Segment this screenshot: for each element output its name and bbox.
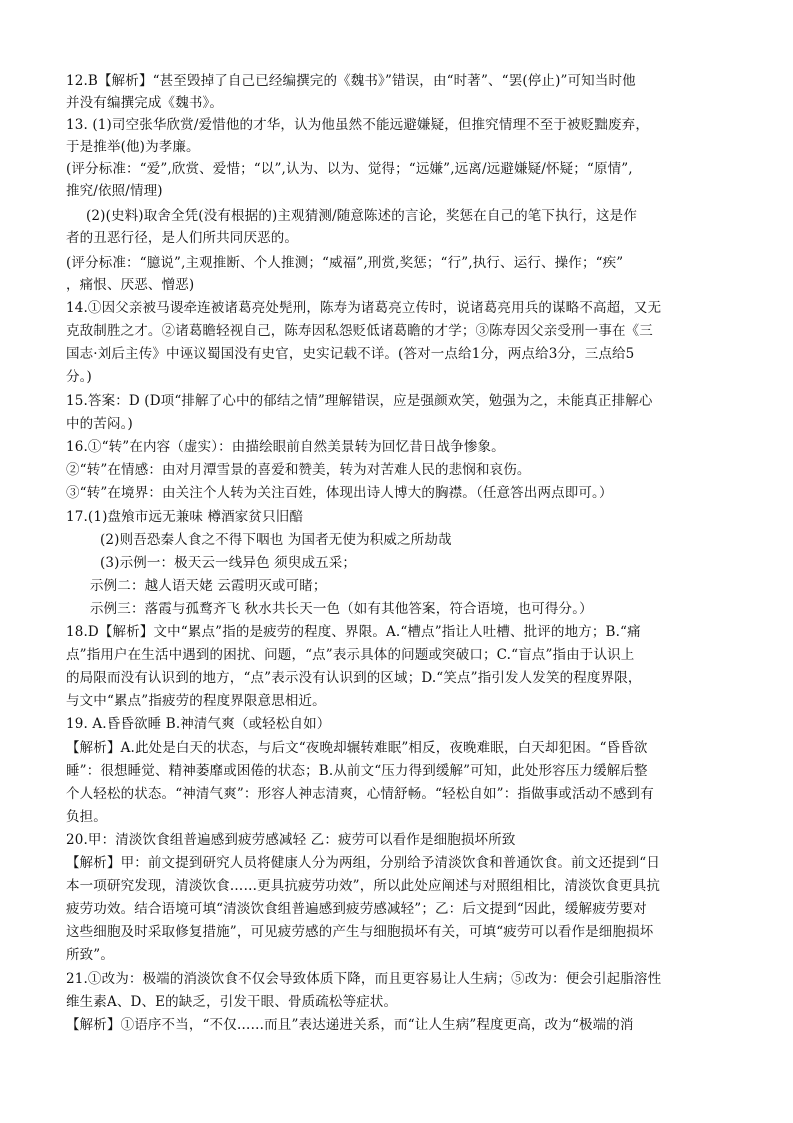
text-line: 13. (1)司空张华欣赏/爱惜他的才华，认为他虽然不能远避嫌疑，但推究情理不至于被贬黜废弃，	[66, 117, 649, 133]
text-line: 14.①因父亲被马谡牵连被诸葛亮处髡刑，陈寿为诸葛亮立传时，说诸葛亮用兵的谋略不高超，又无	[66, 300, 662, 316]
text-line: (3)示例一：极天云一线异色 须臾成五采；	[100, 555, 357, 571]
text-line: 与文中“累点”指疲劳的程度界限意思相近。	[66, 693, 326, 709]
text-line: 示例三：落霞与孤鹜齐飞 秋水共长天一色（如有其他答案，符合语境，也可得分。）	[90, 601, 593, 617]
text-line: (2)则吾恐秦人食之不得下咽也 为国者无使为积威之所劫哉	[100, 532, 452, 548]
text-line: 19. A.昏昏欲睡 B.神清气爽（或轻松自如）	[66, 716, 331, 732]
text-line: 负担。	[66, 809, 107, 825]
text-line: 国志·刘后主传》中诬议蜀国没有史官，史实记载不详。(答对一点给1分，两点给3分，三点给5	[66, 346, 635, 362]
text-line: 推究/依照/情理)	[66, 183, 163, 199]
text-line: 个人轻松的状态。“神清气爽”：形容人神志清爽，心情舒畅。“轻松自如”：指做事或活动不感到有	[66, 786, 654, 802]
text-line: 这些细胞及时采取修复措施”，可见疲劳感的产生与细胞损坏有关，可填“疲劳可以看作是细胞损坏	[66, 924, 654, 940]
text-line: ②“转”在情感：由对月潭雪景的喜爱和赞美，转为对苦难人民的悲悯和哀伤。	[66, 462, 531, 478]
text-line: 睡”：很想睡觉、精神萎靡或困倦的状态；B.从前文“压力得到缓解”可知，此处形容压力缓解后整	[66, 763, 648, 779]
text-line: 疲劳功效。结合语境可填“清淡饮食组普遍感到疲劳感减轻”；乙：后文提到“因此，缓解疲劳要对	[66, 901, 647, 917]
text-line: 【解析】①语序不当，“不仅……而且”表达递进关系，而“让人生病”程度更高，改为“极端的消	[66, 1017, 634, 1033]
text-line: 本一项研究发现，清淡饮食……更具抗疲劳功效”，所以此处应阐述与对照组相比，清淡饮食更具抗	[66, 878, 661, 894]
text-line: 15.答案：D (D项“排解了心中的郁结之情”理解错误，应是强颜欢笑，勉强为之，未能真正排解心	[66, 393, 653, 409]
text-line: 点”指用户在生活中遇到的困扰、问题，“点”表示具体的问题或突破口；C.“盲点”指由于认识上	[66, 647, 635, 663]
text-line: 示例二：越人语天姥 云霞明灭或可睹；	[90, 578, 327, 594]
text-line: 者的丑恶行径，是人们所共同厌恶的。	[66, 230, 299, 246]
text-line: 17.(1)盘飧市远无兼味 樽酒家贫只旧醅	[66, 509, 304, 525]
text-line: 维生素A、D、E的缺乏，引发干眼、骨质疏松等症状。	[66, 994, 398, 1010]
text-line: 中的苦闷。)	[66, 416, 133, 432]
text-line: (评分标准：“爱”,欣赏、爱惜；“以”,认为、以为、觉得；“远嫌”,远离/远避嫌疑/怀疑；“原情”,	[66, 161, 633, 177]
text-line: ，痛恨、厌恶、憎恶)	[66, 277, 195, 293]
text-line: 的局限而没有认识到的地方，“点”表示没有认识到的区域；D.“笑点”指引发人发笑的程度界限，	[66, 670, 642, 686]
text-line: 于是推举(他)为孝廉。	[66, 139, 200, 155]
text-line: 12.B【解析】“甚至毁掉了自己已经编撰完的《魏书》”错误，由“时著”、“罢(停止)”可知当时他	[66, 73, 636, 89]
text-line: (2)(史料)取舍全凭(没有根据的)主观猜测/随意陈述的言论，奖惩在自己的笔下执行，这是作	[86, 208, 637, 224]
text-line: 克敌制胜之才。②诸葛瞻轻视自己，陈寿因私怨贬低诸葛瞻的才学；③陈寿因父亲受刑一事在《三	[66, 323, 653, 339]
text-line: 【解析】甲：前文提到研究人员将健康人分为两组，分别给予清淡饮食和普通饮食。前文还提到“日	[66, 855, 661, 871]
text-line: 20.甲：清淡饮食组普遍感到疲劳感减轻 乙：疲劳可以看作是细胞损坏所致	[66, 832, 516, 848]
text-line: 【解析】A.此处是白天的状态，与后文“夜晚却辗转难眠”相反，夜晚难眠，白天却犯困。“昏昏欲	[66, 740, 648, 756]
text-line: 18.D【解析】文中“累点”指的是疲劳的程度、界限。A.“槽点”指让人吐槽、批评的地方；B.“痛	[66, 624, 641, 640]
text-line: (评分标准：“臆说”,主观推断、个人推测；“威福”,刑赏,奖惩；“行”,执行、运行、操作；“疾”	[66, 255, 624, 271]
text-line: 分。)	[66, 369, 92, 385]
text-line: 并没有编撰完成《魏书》。	[66, 95, 224, 111]
text-line: ③“转”在境界：由关注个人转为关注百姓，体现出诗人博大的胸襟。（任意答出两点即可。）	[66, 485, 613, 501]
text-line: 所致”。	[66, 947, 115, 963]
text-line: 16.①“转”在内容（虚实）：由描绘眼前自然美景转为回忆昔日战争惨象。	[66, 439, 505, 455]
text-line: 21.①改为：极端的消淡饮食不仅会导致体质下降，而且更容易让人生病；⑤改为：便会引起脂溶性	[66, 971, 662, 987]
